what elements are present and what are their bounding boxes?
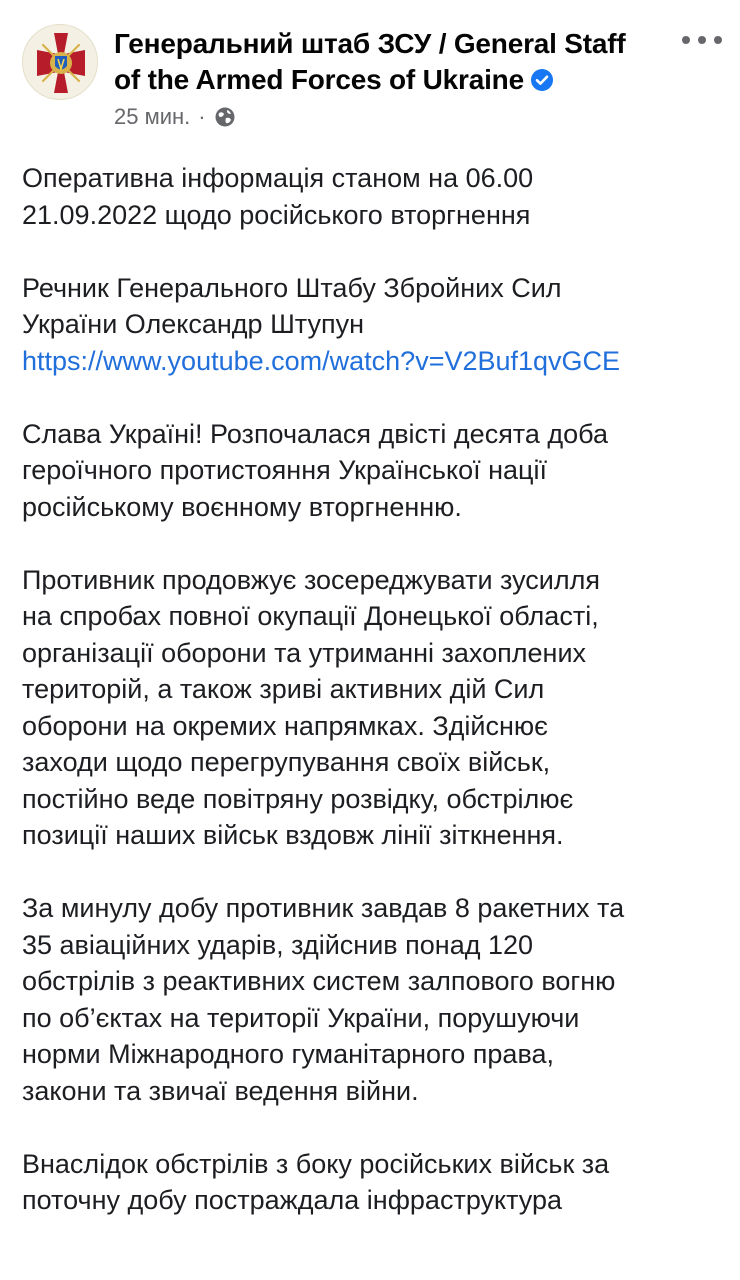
more-dots-icon: [714, 36, 722, 44]
youtube-link[interactable]: https://www.youtube.com/watch?v=V2Buf1qvGCE: [22, 345, 621, 376]
verified-badge-icon: [530, 68, 554, 92]
post-meta: [114, 103, 236, 131]
page-name[interactable]: [114, 26, 654, 98]
post-paragraph-1: Оперативна інформація станом на 06.00 21.09.2022 щодо російського вторгнення: [22, 163, 534, 230]
more-options-button[interactable]: [682, 30, 722, 50]
globe-icon[interactable]: [214, 106, 236, 128]
spokesperson-text: Речник Генерального Штабу Збройних Сил України Олександр Штупун: [22, 272, 562, 339]
page-avatar[interactable]: [22, 24, 98, 100]
post-header: [22, 22, 722, 132]
post-body: [22, 160, 722, 1255]
post-paragraph-2: [22, 270, 722, 380]
more-dots-icon: [698, 36, 706, 44]
general-staff-emblem-icon: [23, 25, 98, 100]
post-timestamp[interactable]: 25 мин.: [114, 104, 191, 129]
page-name-text[interactable]: Генеральний штаб ЗСУ / General Staff of the Armed Forces of Ukraine: [114, 28, 626, 95]
post-paragraph-3: Слава Україні! Розпочалася двісті десята доба героїчного протистояння Української нації російському воєнному вторгненню.: [22, 418, 609, 522]
post-paragraph-5: За минулу добу противник завдав 8 ракетних та 35 авіаційних ударів, здійснив понад 120 обстрілів з реактивних систем залпового вогню по об’єктах на території України, порушуючи норми Міжнародного гуманітарного права, закони та звичаї ведення війни.: [22, 893, 625, 1106]
post-paragraph-4: Противник продовжує зосереджувати зусилля на спробах повної окупації Донецької області, організації оборони та утриманні захоплених територій, а також зриві активних дій Сил оборони на окремих напрямках. Здійснює заходи щодо перегрупування своїх військ, постійно веде повітряну розвідку, обстрілює позиції наших військ вздовж лінії зіткнення.: [22, 564, 601, 850]
more-dots-icon: [682, 36, 690, 44]
meta-separator: ·: [198, 104, 206, 129]
post-paragraph-6: Внаслідок обстрілів з боку російських військ за поточну добу постраждала інфраструктура: [22, 1148, 610, 1215]
